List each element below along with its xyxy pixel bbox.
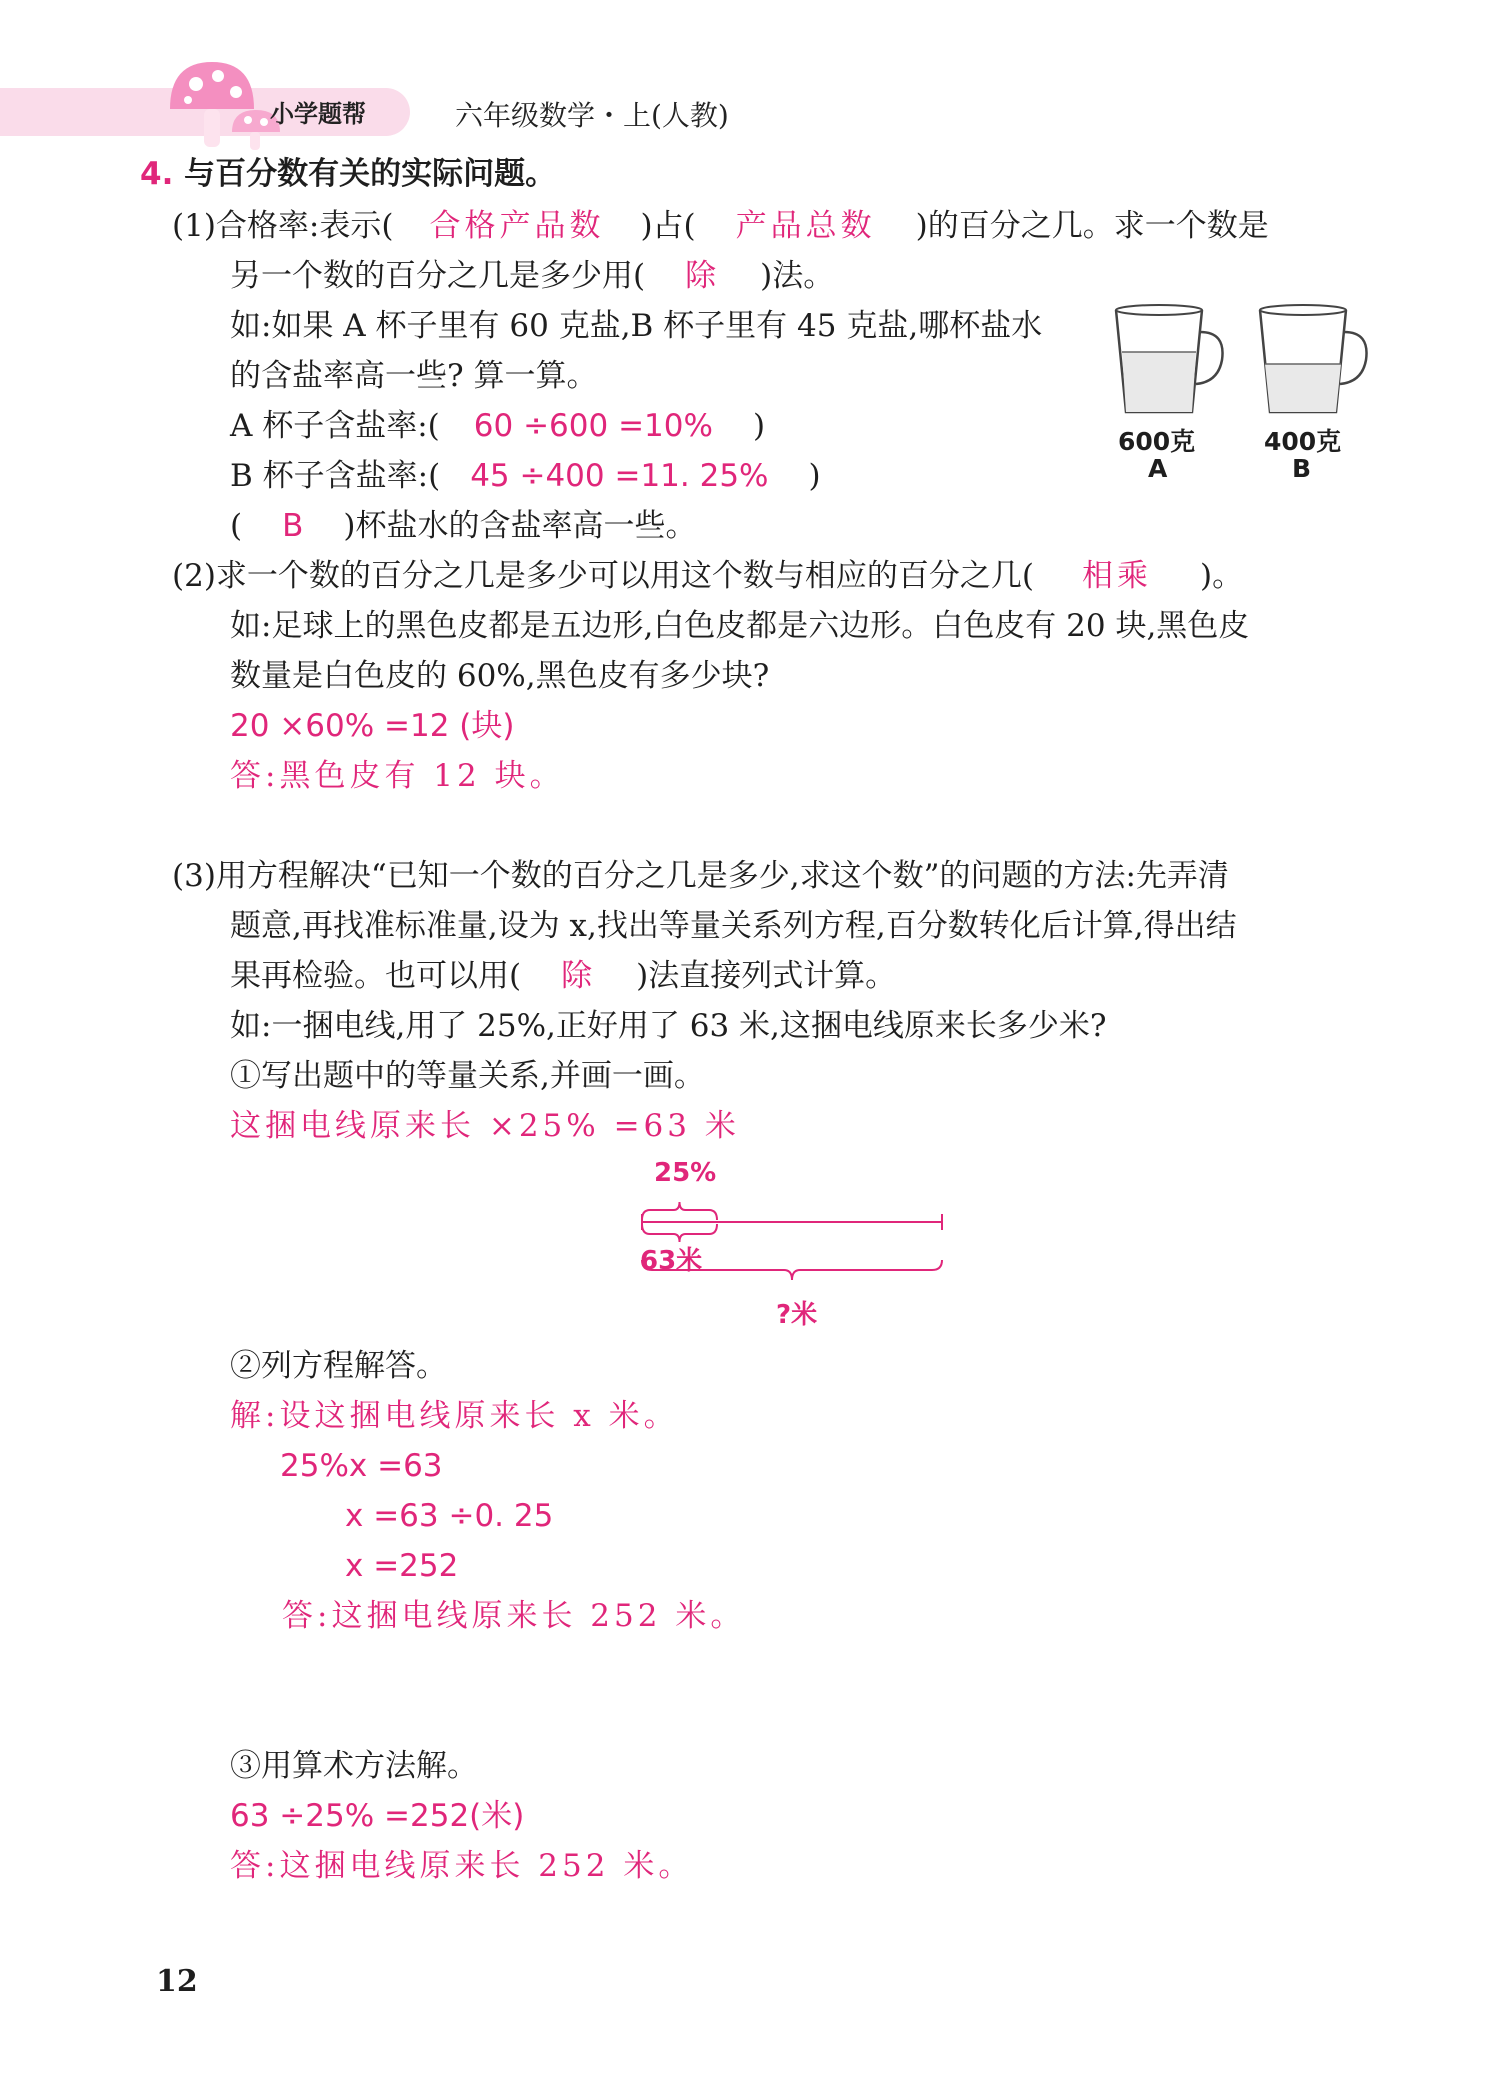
part1-cup-b-rate: B 杯子含盐率:( 45 ÷400 =11. 25% ) bbox=[230, 458, 821, 494]
part3-equation-2: x =63 ÷0. 25 bbox=[345, 1498, 554, 1534]
part2-line1: (2)求一个数的百分之几是多少可以用这个数与相应的百分之几( 相乘 )。 bbox=[172, 558, 1244, 594]
part3-solution-set: 解:设这捆电线原来长 x 米。 bbox=[230, 1398, 679, 1434]
part3-solution-answer: 答:这捆电线原来长 252 米。 bbox=[282, 1598, 746, 1634]
part3-step3: ③用算术方法解。 bbox=[230, 1748, 478, 1784]
section-title-text: 与百分数有关的实际问题。 bbox=[184, 156, 557, 192]
part3-arithmetic: 63 ÷25% =252(米) bbox=[230, 1798, 525, 1834]
header-title: 六年级数学・上(人教) bbox=[455, 99, 729, 132]
part3-line3: 果再检验。也可以用( 除 )法直接列式计算。 bbox=[230, 958, 897, 994]
answer-cup-result: B bbox=[282, 508, 304, 544]
part2-example-l2: 数量是白色皮的 60%,黑色皮有多少块? bbox=[230, 658, 770, 694]
part1-example-l1: 如:如果 A 杯子里有 60 克盐,B 杯子里有 45 克盐,哪杯盐水 bbox=[230, 308, 1043, 344]
part1-line2: 另一个数的百分之几是多少用( 除 )法。 bbox=[230, 258, 835, 294]
cup-b-name: B bbox=[1292, 454, 1312, 483]
section-number: 4. bbox=[140, 156, 174, 192]
part3-relation: 这捆电线原来长 ×25% =63 米 bbox=[230, 1108, 740, 1144]
part2-answer: 答:黑色皮有 12 块。 bbox=[230, 758, 565, 794]
cup-a-name: A bbox=[1148, 454, 1168, 483]
part3-line2: 题意,再找准标准量,设为 x,找出等量关系列方程,百分数转化后计算,得出结 bbox=[230, 908, 1237, 944]
part3-equation-3: x =252 bbox=[345, 1548, 459, 1584]
diagram-top-label: 25% bbox=[654, 1158, 717, 1188]
diagram-mid-label: 63米 bbox=[640, 1246, 703, 1276]
diagram-bottom-label: ?米 bbox=[776, 1300, 818, 1330]
part2-calc: 20 ×60% =12 (块) bbox=[230, 708, 515, 744]
part3-step2: ②列方程解答。 bbox=[230, 1348, 447, 1384]
cups-illustration bbox=[1108, 302, 1368, 422]
cup-b-icon bbox=[1260, 305, 1367, 412]
answer-divide: 除 bbox=[685, 258, 721, 294]
answer-cup-b: 45 ÷400 =11. 25% bbox=[470, 458, 769, 494]
part3-equation-1: 25%x =63 bbox=[280, 1448, 443, 1484]
section-title bbox=[140, 154, 556, 194]
cup-a-icon bbox=[1116, 305, 1223, 412]
header-tag: 小学题帮 bbox=[270, 100, 366, 128]
cup-a-weight: 600克 bbox=[1118, 427, 1196, 456]
part1-result: ( B )杯盐水的含盐率高一些。 bbox=[230, 508, 697, 544]
cup-b-weight: 400克 bbox=[1264, 427, 1342, 456]
part1-line1: (1)合格率:表示( 合格产品数 )占( 产品总数 )的百分之几。求一个数是 bbox=[172, 208, 1269, 244]
page-number: 12 bbox=[156, 1964, 198, 1999]
answer-divide-2: 除 bbox=[561, 958, 597, 994]
answer-qualified: 合格产品数 bbox=[429, 208, 605, 244]
used-brace-top bbox=[642, 1202, 717, 1220]
part3-arithmetic-answer: 答:这捆电线原来长 252 米。 bbox=[230, 1848, 694, 1884]
part2-example-l1: 如:足球上的黑色皮都是五边形,白色皮都是六边形。白色皮有 20 块,黑色皮 bbox=[230, 608, 1250, 644]
answer-multiply: 相乘 bbox=[1082, 558, 1153, 594]
part1-cup-a-rate: A 杯子含盐率:( 60 ÷600 =10% ) bbox=[230, 408, 766, 444]
answer-cup-a: 60 ÷600 =10% bbox=[473, 408, 713, 444]
part3-line1: (3)用方程解决“已知一个数的百分之几是多少,求这个数”的问题的方法:先弄清 bbox=[172, 858, 1229, 894]
part1-example-l2: 的含盐率高一些? 算一算。 bbox=[230, 358, 598, 394]
part3-step1: ①写出题中的等量关系,并画一画。 bbox=[230, 1058, 705, 1094]
answer-total: 产品总数 bbox=[735, 208, 876, 244]
part3-example: 如:一捆电线,用了 25%,正好用了 63 米,这捆电线原来长多少米? bbox=[230, 1008, 1107, 1044]
